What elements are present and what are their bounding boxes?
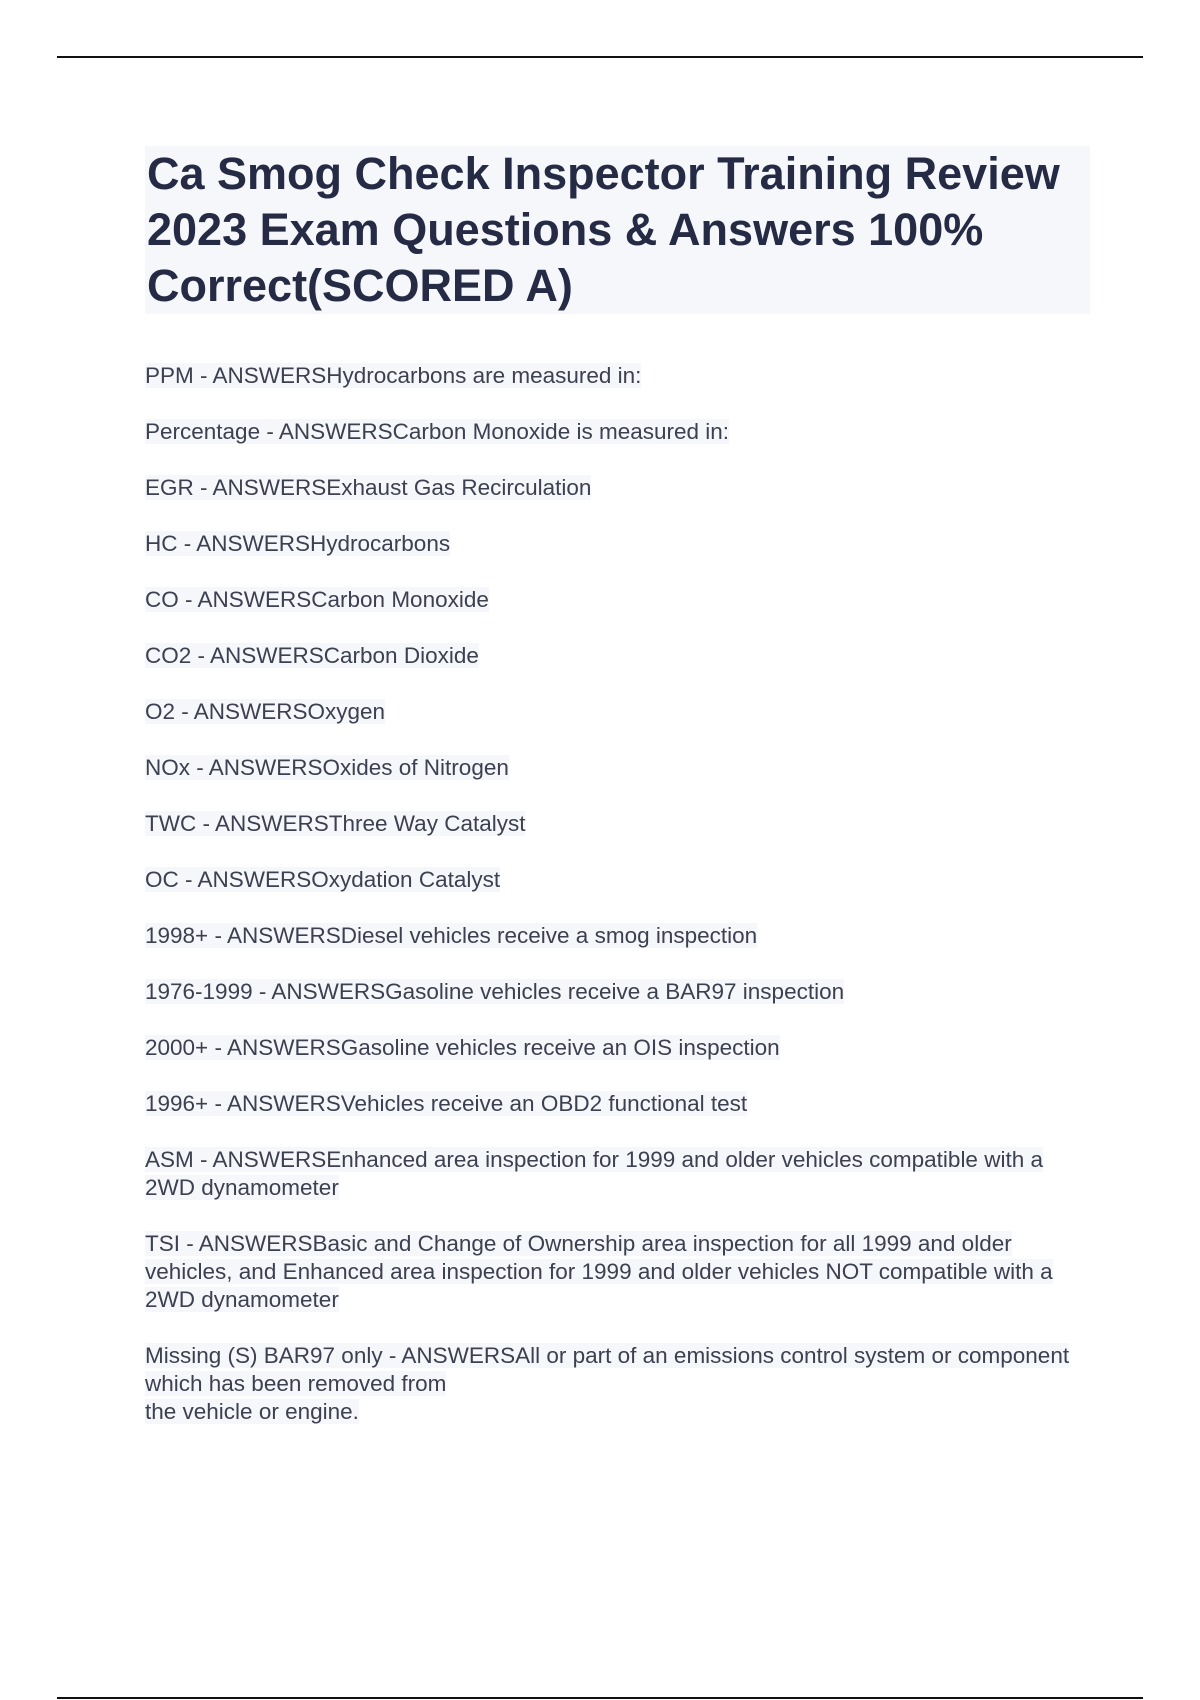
document-title: Ca Smog Check Inspector Training Review 2023 Exam Questions & Answers 100% Correct(SCORED A) (145, 146, 1090, 314)
list-item (145, 1342, 1090, 1426)
list-item (145, 362, 1090, 390)
qa-text: PPM - ANSWERSHydrocarbons are measured in: (145, 363, 642, 388)
header-rule (57, 56, 1143, 58)
list-item (145, 698, 1090, 726)
qa-text: O2 - ANSWERSOxygen (145, 699, 386, 724)
list-item (145, 1146, 1090, 1202)
list-item (145, 866, 1090, 894)
list-item (145, 1034, 1090, 1062)
list-item (145, 922, 1090, 950)
list-item (145, 1230, 1090, 1314)
qa-text: Percentage - ANSWERSCarbon Monoxide is measured in: (145, 419, 730, 444)
qa-text: 1998+ - ANSWERSDiesel vehicles receive a smog inspection (145, 923, 758, 948)
qa-list (145, 362, 1090, 1426)
qa-text: CO - ANSWERSCarbon Monoxide (145, 587, 489, 612)
list-item (145, 418, 1090, 446)
list-item (145, 586, 1090, 614)
list-item (145, 530, 1090, 558)
qa-text: TSI - ANSWERSBasic and Change of Ownership area inspection for all 1999 and older vehicles, and Enhanced area inspection for 1999 and older vehicles NOT compatible with a 2WD dynamometer (145, 1231, 1053, 1312)
qa-text: OC - ANSWERSOxydation Catalyst (145, 867, 501, 892)
list-item (145, 474, 1090, 502)
qa-text: TWC - ANSWERSThree Way Catalyst (145, 811, 526, 836)
qa-text: NOx - ANSWERSOxides of Nitrogen (145, 755, 509, 780)
footer-rule (57, 1697, 1143, 1699)
qa-text: 2000+ - ANSWERSGasoline vehicles receive an OIS inspection (145, 1035, 780, 1060)
qa-text: 1996+ - ANSWERSVehicles receive an OBD2 functional test (145, 1091, 748, 1116)
list-item (145, 754, 1090, 782)
list-item (145, 1090, 1090, 1118)
list-item (145, 978, 1090, 1006)
qa-text: CO2 - ANSWERSCarbon Dioxide (145, 643, 479, 668)
qa-text: Missing (S) BAR97 only - ANSWERSAll or part of an emissions control system or component which has been removed from the vehicle or engine. (145, 1343, 1070, 1424)
list-item (145, 810, 1090, 838)
qa-text: EGR - ANSWERSExhaust Gas Recirculation (145, 475, 592, 500)
qa-text: 1976-1999 - ANSWERSGasoline vehicles receive a BAR97 inspection (145, 979, 845, 1004)
qa-text: HC - ANSWERSHydrocarbons (145, 531, 451, 556)
list-item (145, 642, 1090, 670)
document-body (145, 146, 1090, 1454)
qa-text: ASM - ANSWERSEnhanced area inspection for 1999 and older vehicles compatible with a 2WD dynamometer (145, 1147, 1043, 1200)
